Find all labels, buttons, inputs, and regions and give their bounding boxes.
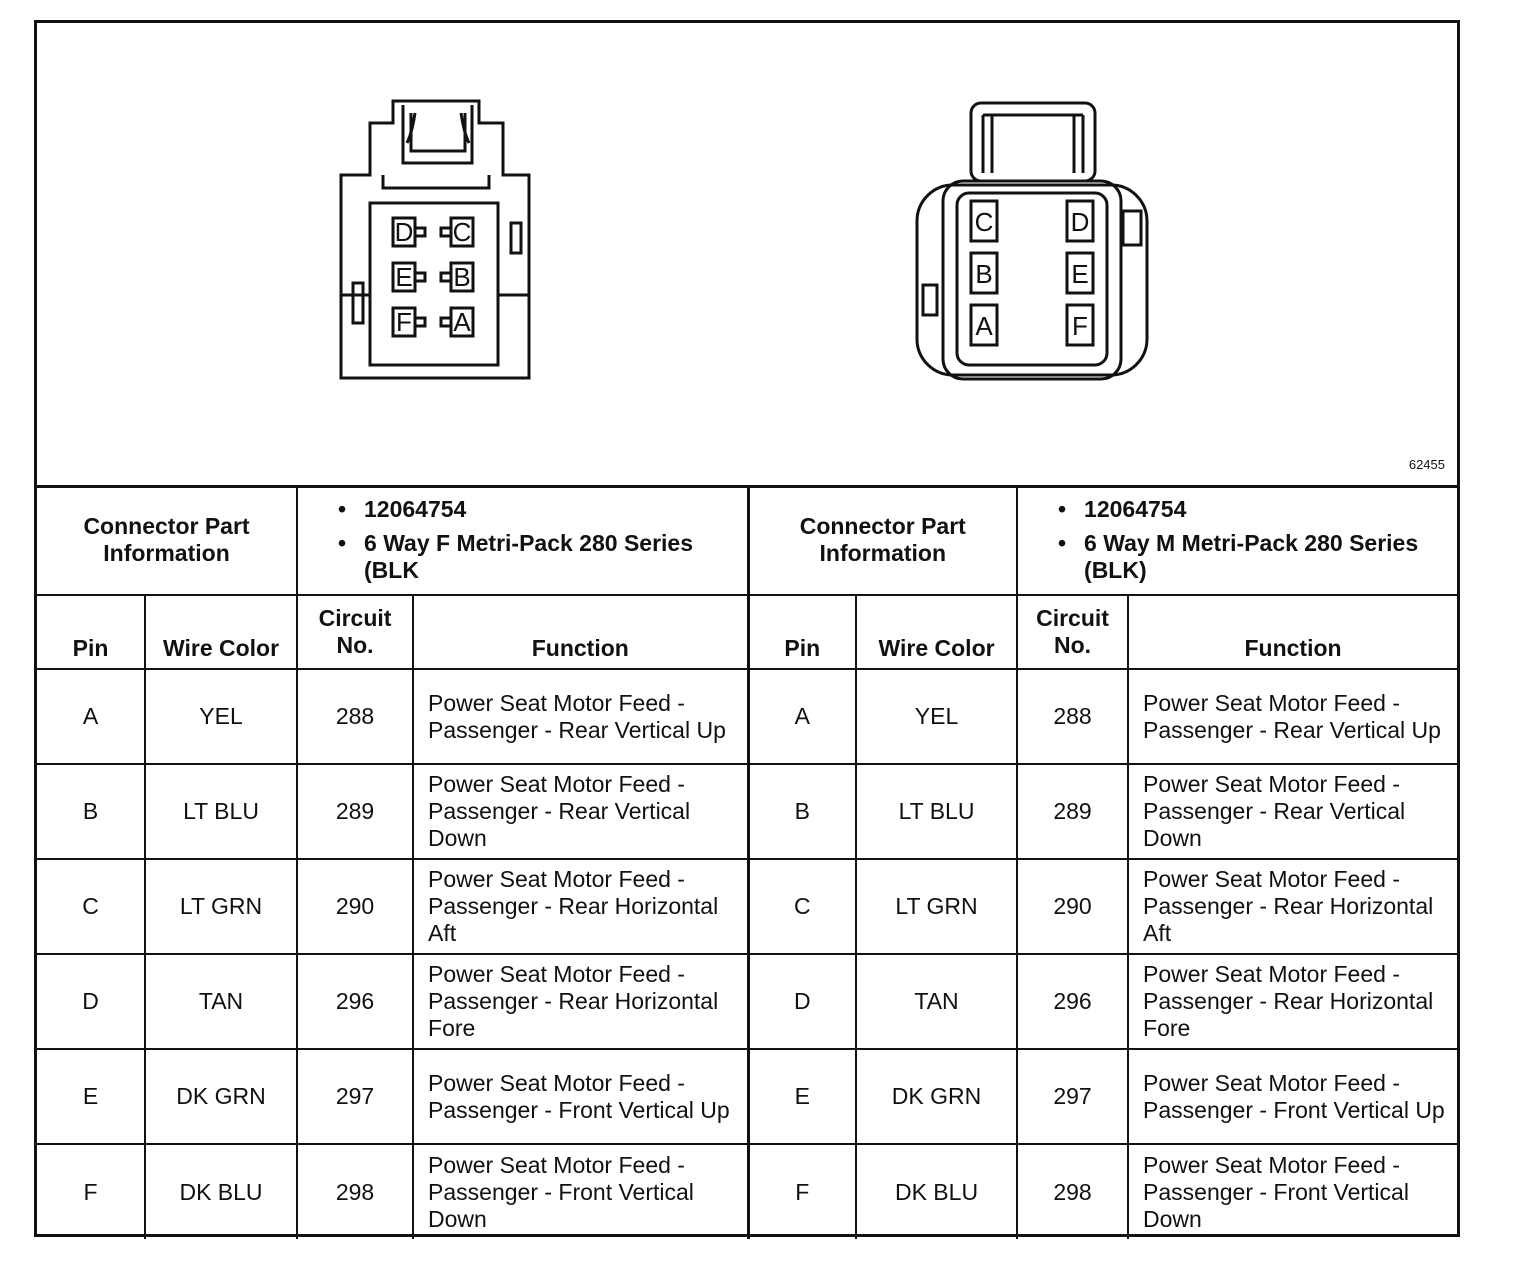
table-row	[37, 764, 1457, 859]
wire-color-cell: DK BLU	[856, 1144, 1017, 1239]
pin-label-e: E	[395, 262, 413, 292]
pin-label-f: F	[396, 307, 412, 337]
circuit-cell: 288	[297, 669, 413, 764]
wire-color-cell: LT GRN	[856, 859, 1017, 954]
circuit-cell: 297	[297, 1049, 413, 1144]
col-wire-color-header: Wire Color	[145, 595, 297, 669]
pin-label-d: D	[1070, 207, 1090, 237]
pin-cell: C	[748, 859, 856, 954]
function-cell: Power Seat Motor Feed - Passenger - Rear Vertical Down	[1128, 764, 1457, 859]
pin-label-a: A	[975, 311, 993, 341]
pin-cell: F	[748, 1144, 856, 1239]
figure-number: 62455	[1408, 457, 1445, 472]
pin-label-f: F	[1072, 311, 1088, 341]
female-connector-pin-labels	[395, 217, 472, 337]
circuit-cell: 298	[297, 1144, 413, 1239]
pin-cell: B	[37, 764, 145, 859]
function-cell: Power Seat Motor Feed - Passenger - Rear Vertical Up	[1128, 669, 1457, 764]
function-cell: Power Seat Motor Feed - Passenger - Rear Horizontal Fore	[1128, 954, 1457, 1049]
pin-cell: C	[37, 859, 145, 954]
circuit-cell: 290	[297, 859, 413, 954]
part-description-left: • 6 Way F Metri-Pack 280 Series (BLK	[338, 530, 747, 584]
table-row	[37, 1049, 1457, 1144]
connector-sheet	[34, 20, 1460, 1237]
function-cell: Power Seat Motor Feed - Passenger - Rear Horizontal Aft	[413, 859, 748, 954]
column-header-row	[37, 595, 1457, 669]
wire-color-cell: TAN	[856, 954, 1017, 1049]
pin-label-c: C	[974, 207, 994, 237]
wire-color-cell: DK BLU	[145, 1144, 297, 1239]
table-row	[37, 669, 1457, 764]
pin-cell: E	[748, 1049, 856, 1144]
function-cell: Power Seat Motor Feed - Passenger - Rear Vertical Down	[413, 764, 748, 859]
pin-cell: D	[748, 954, 856, 1049]
function-cell: Power Seat Motor Feed - Passenger - Front Vertical Up	[1128, 1049, 1457, 1144]
connector-info-label-left: Connector Part Information	[37, 485, 297, 595]
wire-color-cell: DK GRN	[145, 1049, 297, 1144]
col-pin-header: Pin	[37, 595, 145, 669]
function-cell: Power Seat Motor Feed - Passenger - Rear Horizontal Fore	[413, 954, 748, 1049]
circuit-cell: 290	[1017, 859, 1128, 954]
pin-label-e: E	[1071, 259, 1089, 289]
pin-cell: A	[748, 669, 856, 764]
col-function-header: Function	[1128, 595, 1457, 669]
circuit-cell: 298	[1017, 1144, 1128, 1239]
connector-info-row	[37, 485, 1457, 595]
wire-color-cell: LT GRN	[145, 859, 297, 954]
pin-cell: E	[37, 1049, 145, 1144]
circuit-cell: 296	[1017, 954, 1128, 1049]
pin-cell: A	[37, 669, 145, 764]
pin-label-c: C	[452, 217, 472, 247]
col-circuit-header: Circuit No.	[297, 595, 413, 669]
circuit-cell: 289	[297, 764, 413, 859]
pin-label-b: B	[453, 262, 471, 292]
connector-pin-table	[37, 485, 1457, 1239]
male-connector-pin-labels	[975, 207, 1090, 341]
table-row	[37, 859, 1457, 954]
table-row	[37, 1144, 1457, 1239]
function-cell: Power Seat Motor Feed - Passenger - Front Vertical Down	[1128, 1144, 1457, 1239]
function-cell: Power Seat Motor Feed - Passenger - Front Vertical Down	[413, 1144, 748, 1239]
function-cell: Power Seat Motor Feed - Passenger - Rear Vertical Up	[413, 669, 748, 764]
col-wire-color-header: Wire Color	[856, 595, 1017, 669]
table-row	[37, 954, 1457, 1049]
function-cell: Power Seat Motor Feed - Passenger - Front Vertical Up	[413, 1049, 748, 1144]
col-function-header: Function	[413, 595, 748, 669]
wire-color-cell: TAN	[145, 954, 297, 1049]
male-connector-drawing	[917, 103, 1147, 379]
circuit-cell: 288	[1017, 669, 1128, 764]
circuit-cell: 297	[1017, 1049, 1128, 1144]
pin-label-d: D	[394, 217, 414, 247]
wire-color-cell: YEL	[856, 669, 1017, 764]
connector-diagram-area	[37, 23, 1457, 488]
pin-label-a: A	[453, 307, 471, 337]
part-number-right: • 12064754	[1058, 496, 1457, 523]
wire-color-cell: YEL	[145, 669, 297, 764]
connector-diagram	[37, 23, 1457, 485]
part-number-left: • 12064754	[338, 496, 747, 523]
part-description-right: • 6 Way M Metri-Pack 280 Series (BLK)	[1058, 530, 1457, 584]
connector-info-right	[1017, 485, 1457, 595]
connector-info-label-right: Connector Part Information	[748, 485, 1017, 595]
pin-cell: B	[748, 764, 856, 859]
pin-label-b: B	[975, 259, 993, 289]
function-cell: Power Seat Motor Feed - Passenger - Rear Horizontal Aft	[1128, 859, 1457, 954]
col-circuit-header: Circuit No.	[1017, 595, 1128, 669]
pin-cell: D	[37, 954, 145, 1049]
circuit-cell: 296	[297, 954, 413, 1049]
wire-color-cell: DK GRN	[856, 1049, 1017, 1144]
connector-info-left	[297, 485, 748, 595]
col-pin-header: Pin	[748, 595, 856, 669]
wire-color-cell: LT BLU	[145, 764, 297, 859]
wire-color-cell: LT BLU	[856, 764, 1017, 859]
circuit-cell: 289	[1017, 764, 1128, 859]
female-connector-drawing	[341, 101, 529, 378]
pin-cell: F	[37, 1144, 145, 1239]
